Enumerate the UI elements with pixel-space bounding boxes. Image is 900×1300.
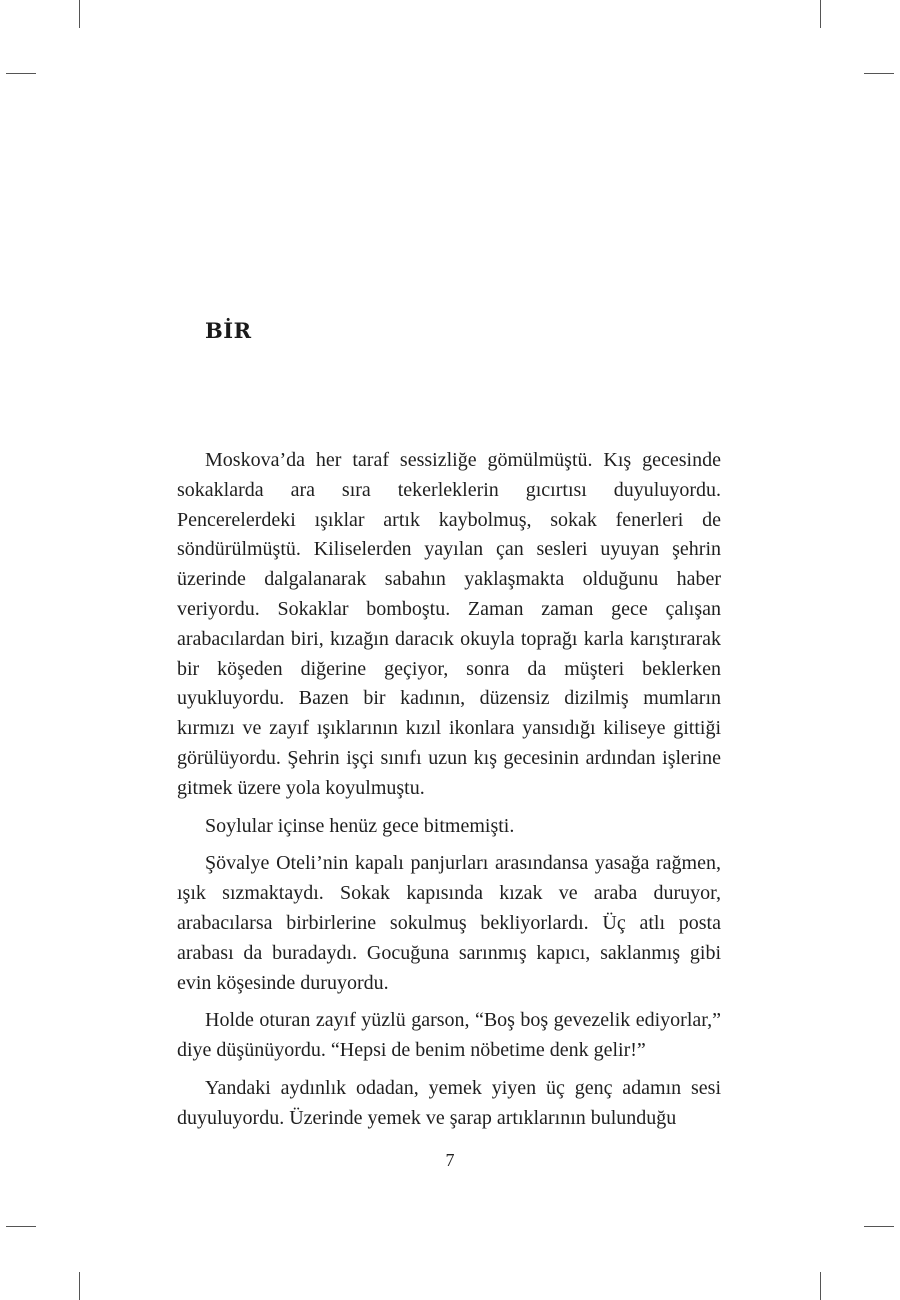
crop-mark-top-right <box>820 0 821 28</box>
crop-mark-top-left-h <box>6 73 36 74</box>
chapter-body <box>177 446 721 1142</box>
crop-mark-bottom-left-h <box>6 1226 36 1227</box>
paragraph: Holde oturan zayıf yüzlü garson, “Boş boş gevezelik ediyorlar,” diye düşünüyordu. “Hepsi de benim nöbetime denk gelir!” <box>177 1009 721 1062</box>
crop-mark-bottom-right <box>820 1272 821 1300</box>
crop-mark-bottom-left <box>79 1272 80 1300</box>
crop-mark-top-right-h <box>864 73 894 74</box>
page-number: 7 <box>445 1150 455 1170</box>
paragraph: Soylular içinse henüz gece bitmemişti. <box>205 814 515 837</box>
paragraph: Şövalye Oteli’nin kapalı panjurları arasındansa yasağa rağmen, ışık sızmaktaydı. Sokak kapısında kızak ve araba duruyor, arabacılarsa birbirlerine sokulmuş bekliyorlardı. Üç atlı posta arabası da buradaydı. Gocuğuna sarınmış kapıcı, saklanmış gibi evin köşesinde duruyordu. <box>177 852 721 994</box>
chapter-title: BİR <box>205 318 252 343</box>
crop-mark-top-left <box>79 0 80 28</box>
paragraph: Yandaki aydınlık odadan, yemek yiyen üç genç adamın sesi duyuluyordu. Üzerinde yemek ve şarap artıklarının bulunduğu <box>177 1076 721 1129</box>
crop-mark-bottom-right-h <box>864 1226 894 1227</box>
paragraph: Moskova’da her taraf sessizliğe gömülmüştü. Kış gecesinde sokaklarda ara sıra tekerleklerin gıcırtısı duyuluyordu. Pencerelerdeki ışıklar artık kaybolmuş, sokak fenerleri de söndürülmüştü. Kiliselerden yayılan çan sesleri uyuyan şehrin üzerinde dalgalanarak sabahın yaklaşmakta olduğunu haber veriyordu. Sokaklar bomboştu. Zaman zaman gece çalışan arabacılardan biri, kızağın daracık okuyla toprağı karla karıştırarak bir köşeden diğerine geçiyor, sonra da müşteri beklerken uyukluyordu. Bazen bir kadının, düzensiz dizilmiş mumların kırmızı ve zayıf ışıklarının kızıl ikonlara yansıdığı kiliseye gittiği görülüyordu. Şehrin işçi sınıfı uzun kış gecesinin ardından işlerine gitmek üzere yola koyulmuştu. <box>177 449 721 799</box>
